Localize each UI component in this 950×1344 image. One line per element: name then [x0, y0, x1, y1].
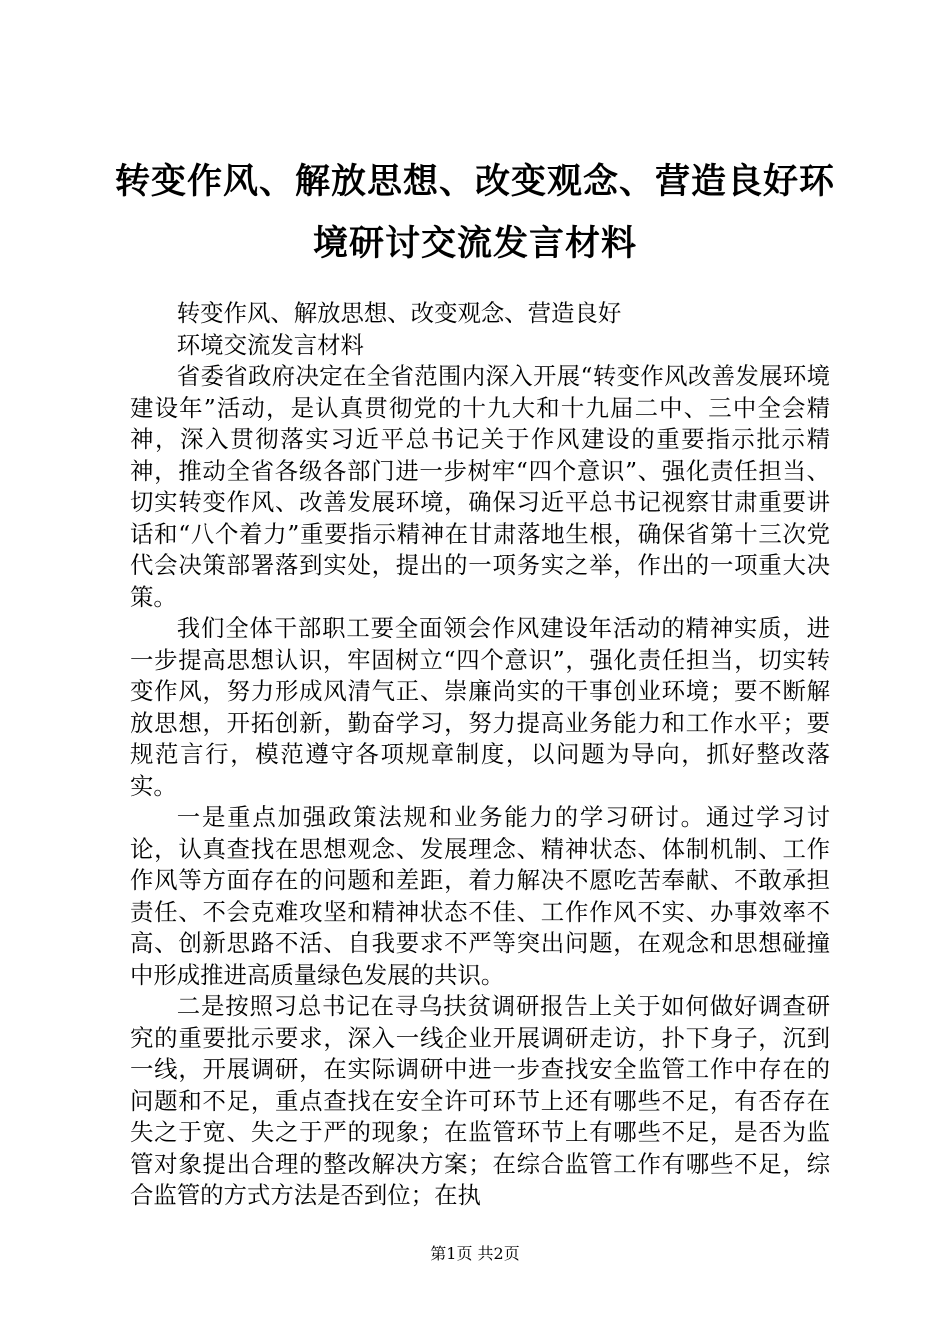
- subtitle-line-2: 环境交流发言材料: [176, 330, 364, 359]
- subtitle-line-1: 转变作风、解放思想、改变观念、营造良好: [176, 299, 622, 327]
- page-footer: 第1页 共2页: [430, 1244, 520, 1263]
- document-title-line-2: 境研讨交流发言材料: [312, 224, 637, 264]
- paragraph-2: 我们全体干部职工要全面领会作风建设年活动的精神实质，进一步提高思想认识，牢固树立“四个意识”，强化责任担当，切实转变作风，努力形成风清气正、崇廉尚实的干事创业环境；要不断解放思想，开拓创新，勤奋学习，努力提高业务能力和工作水平；要规范言行，模范遵守各项规章制度，以问题为导向，抓好整改落实。: [130, 614, 830, 800]
- document-body: [130, 298, 830, 1212]
- paragraph-4: 二是按照习总书记在寻乌扶贫调研报告上关于如何做好调查研究的重要批示要求，深入一线企业开展调研走访，扑下身子，沉到一线，开展调研，在实际调研中进一步查找安全监管工作中存在的问题和不足，重点查找在安全许可环节上还有哪些不足，有否存在失之于宽、失之于严的现象；在监管环节上有哪些不足，是否为监管对象提出合理的整改解决方案；在综合监管工作有哪些不足，综合监管的方式方法是否到位；在执: [130, 992, 830, 1209]
- document-title-line-1: 转变作风、解放思想、改变观念、营造良好环: [114, 162, 835, 202]
- paragraph-1: 省委省政府决定在全省范围内深入开展“转变作风改善发展环境建设年”活动，是认真贯彻党的十九大和十九届二中、三中全会精神，深入贯彻落实习近平总书记关于作风建设的重要指示批示精神，推动全省各级各部门进一步树牢“四个意识”、强化责任担当、切实转变作风、改善发展环境，确保习近平总书记视察甘肃重要讲话和“八个着力”重要指示精神在甘肃落地生根，确保省第十三次党代会决策部署落到实处，提出的一项务实之举，作出的一项重大决策。: [130, 362, 830, 611]
- paragraph-3: 一是重点加强政策法规和业务能力的学习研讨。通过学习讨论，认真查找在思想观念、发展理念、精神状态、体制机制、工作作风等方面存在的问题和差距，着力解决不愿吃苦奉献、不敢承担责任、不会克难攻坚和精神状态不佳、工作作风不实、办事效率不高、创新思路不活、自我要求不严等突出问题，在观念和思想碰撞中形成推进高质量绿色发展的共识。: [130, 803, 830, 989]
